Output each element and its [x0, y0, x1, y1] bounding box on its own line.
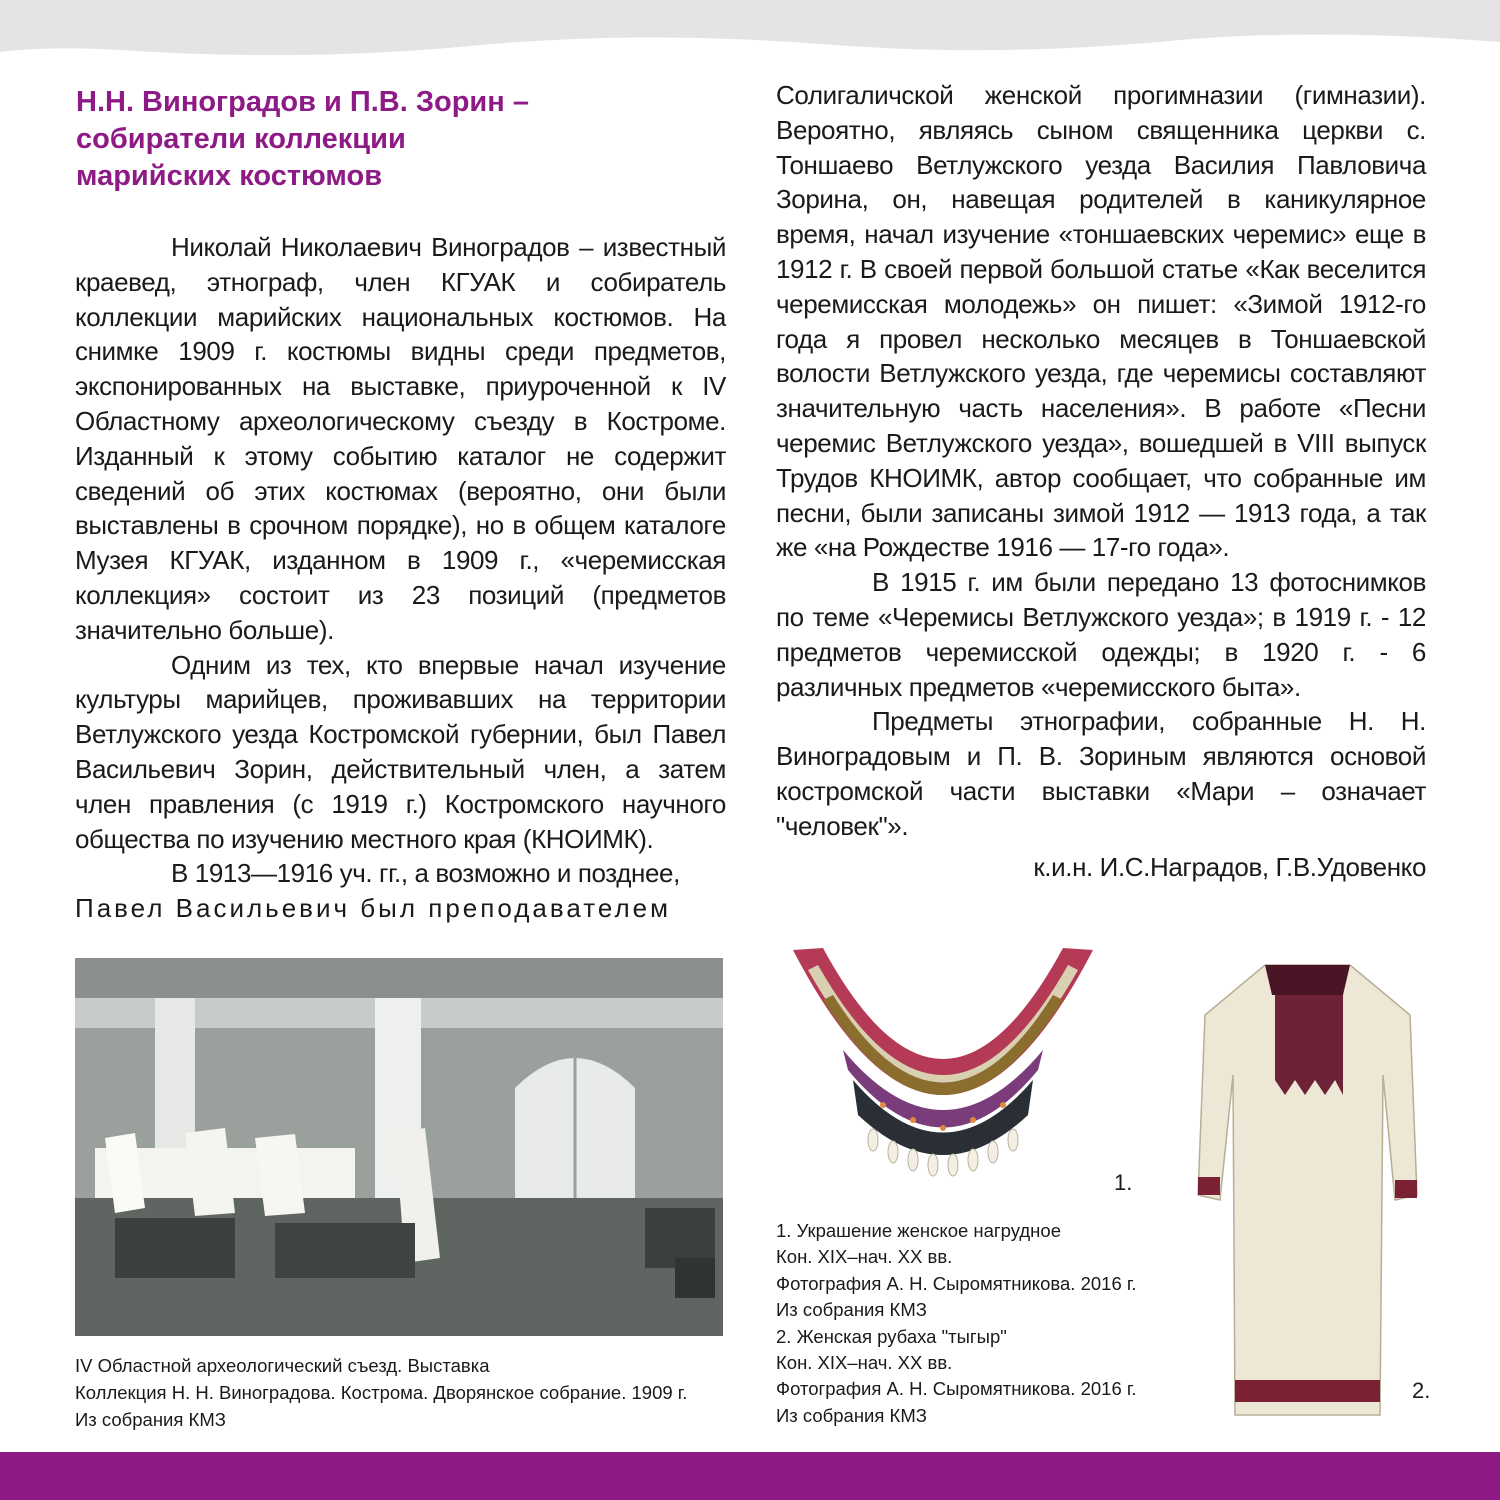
items-caption-line: Из собрания КМЗ [776, 1299, 927, 1321]
title-line-3: марийских костюмов [76, 160, 383, 192]
exhibition-photo [75, 958, 723, 1336]
paragraph-conclusion: Предметы этнографии, собранные Н. Н. Виноградовым и П. В. Зориным являются основой костромской части выставки «Мари – означает "человек"». [776, 706, 1426, 841]
item-number-1: 1. [1114, 1170, 1133, 1195]
items-caption-line: 2. Женская рубаха "тыгыр" [776, 1325, 1007, 1347]
paragraph-transfers: В 1915 г. им были передано 13 фотоснимков по теме «Черемисы Ветлужского уезда»; в 1919 г. - 12 предметов черемисской одежды; в 1920 г. - 6 различных предметов «черемисского быта». [776, 567, 1426, 702]
photo-caption [75, 1352, 735, 1433]
article-authors: к.и.н. И.С.Наградов, Г.В.Удовенко [1033, 851, 1426, 882]
photo-caption-line-3: Из собрания КМЗ [75, 1409, 226, 1430]
items-caption-line: Кон. XIX–нач. XX вв. [776, 1246, 953, 1268]
paragraph-teaching [75, 856, 726, 926]
photo-caption-line-2: Коллекция Н. Н. Виноградова. Кострома. Дворянское собрание. 1909 г. [75, 1382, 688, 1403]
paragraph-vinogradov: Николай Николаевич Виноградов – известный краевед, этнограф, член КГУАК и собиратель коллекции марийских национальных костюмов. На снимке 1909 г. костюмы видны среди предметов, экспонированных на выставке, приуроченной к IV Областному археологическому съезду в Костроме. Изданный к этому событию каталог не содержит сведений об этих костюмах (вероятно, они были выставлены в срочном порядке), но в общем каталоге Музея КГУАК, изданном в 1909 г., «черемисская коллекция» состоит из 23 позиций (предметов значительно больше). [75, 232, 726, 645]
items-caption-line: Кон. XIX–нач. XX вв. [776, 1352, 953, 1374]
paragraph-continuation: Солигаличской женской прогимназии (гимназии). Вероятно, являясь сыном священника церкви с. Тоншаево Ветлужского уезда Василия Павловича Зорина, он, навещая родителей в каникулярное время, начал изучение «тоншаевских черемис» еще в 1912 г. В своей первой большой статье «Как веселится черемисская молодежь» он пишет: «Зимой 1912-го года я провел несколько месяцев в Тоншаевской волости Ветлужского уезда, где черемисы составляют значительную часть населения». В работе «Песни черемис Ветлужского уезда», вошедшей в VIII выпуск Трудов КНОИМК, автор сообщает, что собранные им песни, были записаны зимой 1912 — 1913 года, а так же «на Рождестве 1916 — 17-го года». [776, 80, 1426, 563]
article-title [76, 84, 676, 195]
items-caption-line: Фотография А. Н. Сыромятникова. 2016 г. [776, 1378, 1137, 1400]
shirt-image [1195, 955, 1420, 1425]
right-text-column [776, 78, 1426, 884]
items-caption-line: Из собрания КМЗ [776, 1404, 927, 1426]
item-number-2: 2. [1412, 1378, 1431, 1403]
title-line-1: Н.Н. Виноградов и П.В. Зорин – [76, 86, 529, 118]
items-caption-line: Фотография А. Н. Сыромятникова. 2016 г. [776, 1272, 1137, 1294]
left-text-column [75, 230, 726, 926]
title-line-2: собиратели коллекции [76, 123, 406, 155]
paragraph-teaching-part-1: В 1913—1916 уч. гг., а возможно и позднее, [171, 858, 680, 889]
paragraph-zorin: Одним из тех, кто впервые начал изучение культуры марийцев, проживавших на территории Ветлужского уезда Костромской губернии, был Павел Васильевич Зорин, действительный член, а затем член правления (с 1919 г.) Костромского научного общества по изучению местного края (КНОИМК). [75, 649, 726, 854]
items-caption [776, 1218, 1196, 1429]
bottom-accent-band [0, 1452, 1500, 1500]
necklace-image [783, 940, 1103, 1205]
top-wave-band [0, 0, 1500, 80]
paragraph-teaching-part-2: Павел Васильевич был преподавателем [75, 893, 671, 924]
items-caption-line: 1. Украшение женское нагрудное [776, 1220, 1061, 1241]
photo-caption-line-1: IV Областной археологический съезд. Выставка [75, 1355, 490, 1376]
